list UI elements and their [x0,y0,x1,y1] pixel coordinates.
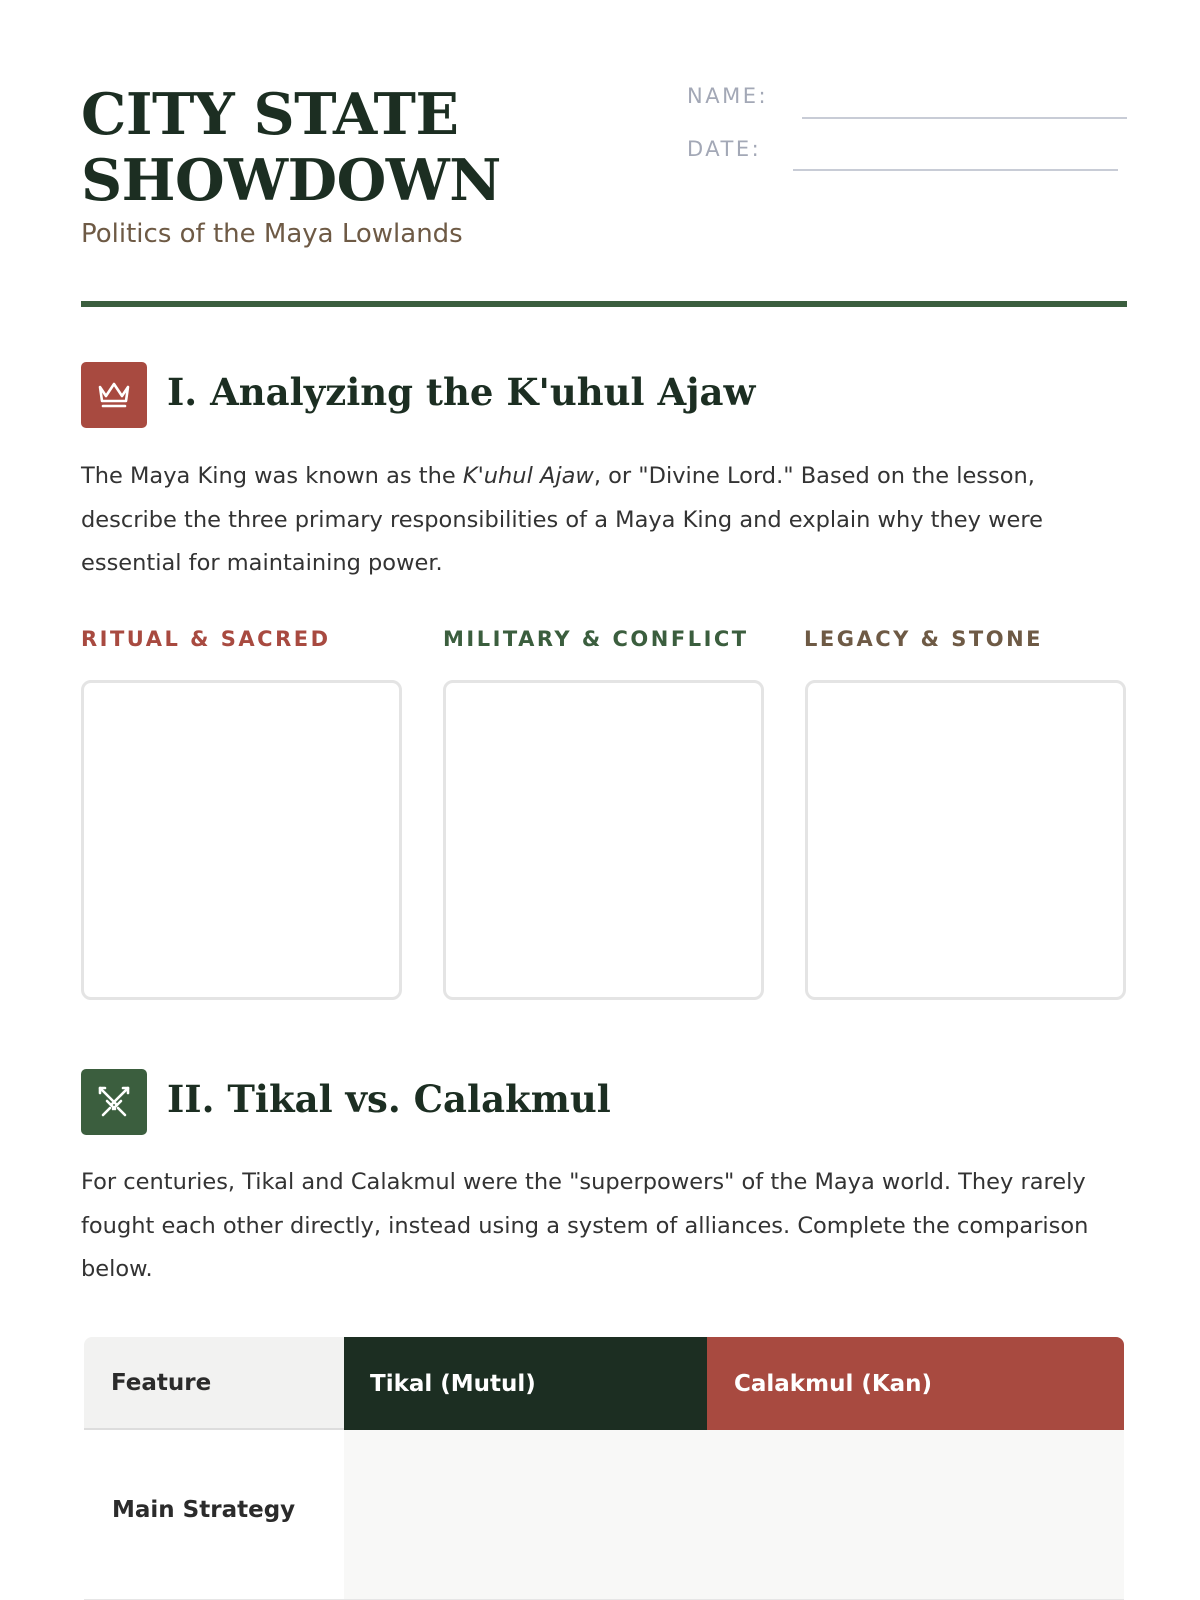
column-label-military: MILITARY & CONFLICT [443,627,749,651]
title-line-2: SHOWDOWN [81,147,501,214]
page-subtitle: Politics of the Maya Lowlands [81,219,463,249]
answer-box-ritual[interactable] [81,680,402,1000]
date-label: DATE: [687,137,762,161]
answer-box-military[interactable] [443,680,764,1000]
crossed-swords-icon [81,1069,147,1135]
section-1-title: I. Analyzing the K'uhul Ajaw [167,370,756,414]
title-line-1: CITY STATE [81,81,459,148]
section-2-intro: For centuries, Tikal and Calakmul were the "superpowers" of the Maya world. They rarely fought each other directly, instead using a system of alliances. Complete the comparison below. [81,1169,1089,1282]
date-line[interactable] [793,169,1118,171]
section-2-title: II. Tikal vs. Calakmul [167,1077,611,1121]
cell-tikal-main-strategy[interactable] [344,1430,707,1600]
crown-icon [81,362,147,428]
row-label-main-strategy: Main Strategy [112,1497,296,1523]
header-divider [81,301,1127,307]
name-label: NAME: [687,84,769,108]
table-header-tikal: Tikal (Mutul) [344,1337,707,1430]
section-1-intro: The Maya King was known as the K'uhul Ajaw, or "Divine Lord." Based on the lesson, describe the three primary responsibilities of a Maya King and explain why they were essential for maintaining power. [81,463,1043,576]
table-header-feature: Feature [84,1337,344,1430]
kuhul-ajaw-term: K'uhul Ajaw [462,463,594,489]
page-title [81,82,641,214]
column-label-ritual: RITUAL & SACRED [81,627,331,651]
name-line[interactable] [802,117,1127,119]
table-header-calakmul: Calakmul (Kan) [707,1337,1124,1430]
cell-calakmul-main-strategy[interactable] [707,1430,1124,1600]
column-label-legacy: LEGACY & STONE [804,627,1043,651]
answer-box-legacy[interactable] [805,680,1126,1000]
